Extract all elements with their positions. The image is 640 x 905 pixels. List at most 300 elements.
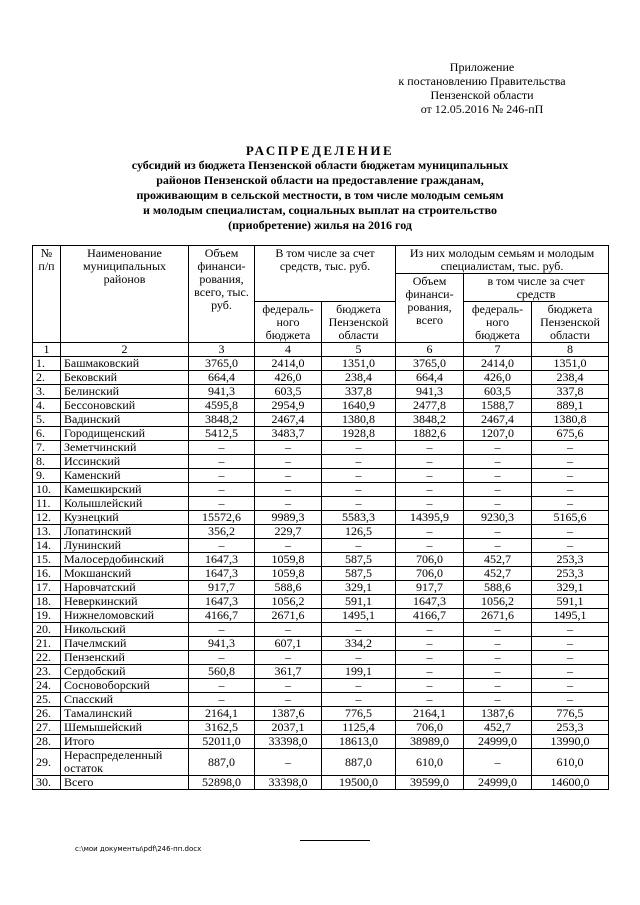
table-row (33, 581, 609, 595)
district-name: Малосердобинский (61, 553, 189, 567)
amount-cell: 887,0 (322, 749, 396, 776)
header-including: В том числе за счет средств, тыс. руб. (255, 246, 396, 302)
amount-cell: – (532, 469, 609, 483)
amount-cell: 706,0 (396, 553, 464, 567)
amount-cell: 776,5 (322, 707, 396, 721)
amount-cell: – (464, 665, 532, 679)
amount-cell: 588,6 (464, 581, 532, 595)
table-row (33, 735, 609, 749)
annex-line: Приложение (449, 60, 515, 74)
table-row (33, 539, 609, 553)
amount-cell: 664,4 (189, 371, 255, 385)
amount-cell: 2164,1 (396, 707, 464, 721)
amount-cell: – (255, 539, 322, 553)
amount-cell: 607,1 (255, 637, 322, 651)
amount-cell: – (396, 525, 464, 539)
subtitle-line: (приобретение) жилья на 2016 год (228, 218, 412, 232)
amount-cell: 1380,8 (532, 413, 609, 427)
amount-cell: – (189, 497, 255, 511)
amount-cell: – (532, 693, 609, 707)
amount-cell: 15572,6 (189, 511, 255, 525)
column-number: 5 (322, 343, 396, 357)
amount-cell: – (255, 623, 322, 637)
column-number-row (33, 343, 609, 357)
amount-cell: 5412,5 (189, 427, 255, 441)
district-name: Нижнеломовский (61, 609, 189, 623)
district-name: Кузнецкий (61, 511, 189, 525)
amount-cell: 1495,1 (532, 609, 609, 623)
table-row (33, 427, 609, 441)
table-row (33, 511, 609, 525)
row-number: 8. (33, 455, 61, 469)
amount-cell: 675,6 (532, 427, 609, 441)
amount-cell: 337,8 (532, 385, 609, 399)
row-number: 2. (33, 371, 61, 385)
amount-cell: – (464, 749, 532, 776)
subtitle-line: районов Пензенской области на предоставление гражданам, (156, 173, 484, 187)
table-row (33, 483, 609, 497)
amount-cell: 2037,1 (255, 721, 322, 735)
amount-cell: – (255, 469, 322, 483)
amount-cell: – (396, 539, 464, 553)
amount-cell: 917,7 (396, 581, 464, 595)
amount-cell: 776,5 (532, 707, 609, 721)
amount-cell: 52011,0 (189, 735, 255, 749)
amount-cell: – (189, 623, 255, 637)
amount-cell: 5165,6 (532, 511, 609, 525)
row-number: 1. (33, 357, 61, 371)
amount-cell: 426,0 (255, 371, 322, 385)
amount-cell: 2671,6 (255, 609, 322, 623)
district-name: Бековский (61, 371, 189, 385)
amount-cell: 917,7 (189, 581, 255, 595)
header-no: № п/п (33, 246, 61, 343)
document-subtitle (100, 158, 540, 233)
header-volume: Объем финанси-рования, всего, тыс. руб. (189, 246, 255, 343)
table-row (33, 385, 609, 399)
amount-cell: – (464, 693, 532, 707)
amount-cell: 1125,4 (322, 721, 396, 735)
amount-cell: 329,1 (322, 581, 396, 595)
row-number: 18. (33, 595, 61, 609)
amount-cell: 3483,7 (255, 427, 322, 441)
column-number: 4 (255, 343, 322, 357)
table-row (33, 637, 609, 651)
amount-cell: – (255, 749, 322, 776)
amount-cell: 452,7 (464, 553, 532, 567)
amount-cell: – (532, 483, 609, 497)
amount-cell: – (189, 455, 255, 469)
amount-cell: 14395,9 (396, 511, 464, 525)
amount-cell: 1387,6 (464, 707, 532, 721)
district-name: Земетчинский (61, 441, 189, 455)
row-number: 15. (33, 553, 61, 567)
amount-cell: 426,0 (464, 371, 532, 385)
file-path: c:\мои документы\pdf\246-пп.docx (75, 845, 202, 853)
district-name: Спасский (61, 693, 189, 707)
district-name: Бессоновский (61, 399, 189, 413)
amount-cell: – (189, 693, 255, 707)
row-number: 27. (33, 721, 61, 735)
amount-cell: 5583,3 (322, 511, 396, 525)
amount-cell: 4166,7 (189, 609, 255, 623)
district-name: Шемышейский (61, 721, 189, 735)
amount-cell: 199,1 (322, 665, 396, 679)
amount-cell: 238,4 (532, 371, 609, 385)
amount-cell: – (396, 679, 464, 693)
district-name: Всего (61, 776, 189, 790)
column-number: 7 (464, 343, 532, 357)
amount-cell: 1647,3 (189, 567, 255, 581)
amount-cell: 603,5 (464, 385, 532, 399)
annex-line: от 12.05.2016 № 246-пП (420, 102, 544, 116)
amount-cell: – (189, 679, 255, 693)
amount-cell: 1207,0 (464, 427, 532, 441)
header-young-volume: Объем финанси-рования, всего (396, 274, 464, 343)
amount-cell: 52898,0 (189, 776, 255, 790)
amount-cell: 603,5 (255, 385, 322, 399)
district-name: Сосновоборский (61, 679, 189, 693)
amount-cell: 253,3 (532, 721, 609, 735)
distribution-table (32, 245, 609, 790)
amount-cell: – (255, 483, 322, 497)
row-number: 22. (33, 651, 61, 665)
amount-cell: 229,7 (255, 525, 322, 539)
amount-cell: – (464, 679, 532, 693)
district-name: Мокшанский (61, 567, 189, 581)
table-row (33, 595, 609, 609)
header-young-regional: бюджета Пензенской области (532, 302, 609, 343)
amount-cell: – (322, 455, 396, 469)
table-row (33, 525, 609, 539)
table-row (33, 413, 609, 427)
district-name: Белинский (61, 385, 189, 399)
header-regional: бюджета Пензенской области (322, 302, 396, 343)
amount-cell: – (396, 469, 464, 483)
annex-line: к постановлению Правительства (398, 74, 566, 88)
amount-cell: 253,3 (532, 567, 609, 581)
amount-cell: – (532, 679, 609, 693)
table-row (33, 441, 609, 455)
amount-cell: 19500,0 (322, 776, 396, 790)
amount-cell: 588,6 (255, 581, 322, 595)
amount-cell: 2467,4 (464, 413, 532, 427)
amount-cell: 14600,0 (532, 776, 609, 790)
amount-cell: – (464, 455, 532, 469)
amount-cell: 706,0 (396, 721, 464, 735)
table-row (33, 707, 609, 721)
amount-cell: 3765,0 (189, 357, 255, 371)
amount-cell: – (464, 637, 532, 651)
amount-cell: – (464, 623, 532, 637)
amount-cell: 1056,2 (255, 595, 322, 609)
amount-cell: 889,1 (532, 399, 609, 413)
amount-cell: 1059,8 (255, 567, 322, 581)
amount-cell: – (255, 497, 322, 511)
amount-cell: – (189, 441, 255, 455)
column-number: 3 (189, 343, 255, 357)
row-number: 26. (33, 707, 61, 721)
amount-cell: 587,5 (322, 553, 396, 567)
district-name: Лунинский (61, 539, 189, 553)
amount-cell: 887,0 (189, 749, 255, 776)
subtitle-line: и молодым специалистам, социальных выплат на строительство (143, 203, 497, 217)
amount-cell: – (322, 497, 396, 511)
amount-cell: – (464, 525, 532, 539)
row-number: 13. (33, 525, 61, 539)
subtitle-line: проживающим в сельской местности, в том числе молодым семьям (136, 188, 504, 202)
table-row (33, 721, 609, 735)
row-number: 12. (33, 511, 61, 525)
amount-cell: 9230,3 (464, 511, 532, 525)
row-number: 10. (33, 483, 61, 497)
row-number: 29. (33, 749, 61, 776)
amount-cell: – (322, 469, 396, 483)
amount-cell: – (396, 497, 464, 511)
amount-cell: – (532, 455, 609, 469)
amount-cell: – (189, 651, 255, 665)
amount-cell: – (189, 469, 255, 483)
amount-cell: – (396, 665, 464, 679)
amount-cell: – (464, 497, 532, 511)
table-row (33, 567, 609, 581)
amount-cell: – (532, 637, 609, 651)
column-number: 2 (61, 343, 189, 357)
column-number: 8 (532, 343, 609, 357)
row-number: 3. (33, 385, 61, 399)
amount-cell: – (255, 441, 322, 455)
amount-cell: – (322, 679, 396, 693)
amount-cell: – (189, 483, 255, 497)
table-row (33, 776, 609, 790)
amount-cell: 2414,0 (464, 357, 532, 371)
district-name: Неверкинский (61, 595, 189, 609)
district-name: Камешкирский (61, 483, 189, 497)
amount-cell: 1647,3 (189, 553, 255, 567)
amount-cell: – (396, 651, 464, 665)
table-row (33, 469, 609, 483)
table-row (33, 679, 609, 693)
amount-cell: – (322, 539, 396, 553)
amount-cell: 2954,9 (255, 399, 322, 413)
amount-cell: 9989,3 (255, 511, 322, 525)
row-number: 9. (33, 469, 61, 483)
row-number: 23. (33, 665, 61, 679)
amount-cell: 329,1 (532, 581, 609, 595)
amount-cell: 13990,0 (532, 735, 609, 749)
amount-cell: – (532, 497, 609, 511)
row-number: 11. (33, 497, 61, 511)
row-number: 30. (33, 776, 61, 790)
amount-cell: – (532, 539, 609, 553)
amount-cell: – (464, 441, 532, 455)
table-row (33, 651, 609, 665)
amount-cell: – (189, 539, 255, 553)
amount-cell: 1056,2 (464, 595, 532, 609)
amount-cell: 337,8 (322, 385, 396, 399)
row-number: 16. (33, 567, 61, 581)
district-name: Наровчатский (61, 581, 189, 595)
amount-cell: – (464, 539, 532, 553)
amount-cell: – (464, 483, 532, 497)
table-row (33, 749, 609, 776)
row-number: 6. (33, 427, 61, 441)
table-row (33, 455, 609, 469)
amount-cell: 591,1 (322, 595, 396, 609)
district-name: Пензенский (61, 651, 189, 665)
row-number: 28. (33, 735, 61, 749)
amount-cell: 941,3 (189, 385, 255, 399)
amount-cell: 1588,7 (464, 399, 532, 413)
amount-cell: 3162,5 (189, 721, 255, 735)
row-number: 5. (33, 413, 61, 427)
amount-cell: 1640,9 (322, 399, 396, 413)
document-title: РАСПРЕДЕЛЕНИЕ (245, 143, 395, 158)
column-number: 1 (33, 343, 61, 357)
amount-cell: – (322, 651, 396, 665)
amount-cell: 33398,0 (255, 776, 322, 790)
row-number: 21. (33, 637, 61, 651)
header-name: Наименование муниципальных районов (61, 246, 189, 343)
table-row (33, 357, 609, 371)
table-row (33, 665, 609, 679)
amount-cell: – (532, 623, 609, 637)
amount-cell: 238,4 (322, 371, 396, 385)
amount-cell: – (464, 469, 532, 483)
amount-cell: 587,5 (322, 567, 396, 581)
amount-cell: 24999,0 (464, 735, 532, 749)
column-number: 6 (396, 343, 464, 357)
table-row (33, 609, 609, 623)
amount-cell: 1059,8 (255, 553, 322, 567)
district-name: Тамалинский (61, 707, 189, 721)
district-name: Каменский (61, 469, 189, 483)
amount-cell: 38989,0 (396, 735, 464, 749)
amount-cell: 1351,0 (532, 357, 609, 371)
table-row (33, 399, 609, 413)
amount-cell: – (396, 441, 464, 455)
amount-cell: – (396, 637, 464, 651)
district-name: Городищенский (61, 427, 189, 441)
amount-cell: 706,0 (396, 567, 464, 581)
amount-cell: 126,5 (322, 525, 396, 539)
amount-cell: – (322, 441, 396, 455)
district-name: Никольский (61, 623, 189, 637)
district-name: Башмаковский (61, 357, 189, 371)
amount-cell: 3848,2 (189, 413, 255, 427)
header-young-including: в том числе за счет средств (464, 274, 609, 302)
annex-line: Пензенской области (430, 88, 534, 102)
amount-cell: 1387,6 (255, 707, 322, 721)
amount-cell: 4166,7 (396, 609, 464, 623)
amount-cell: 610,0 (532, 749, 609, 776)
amount-cell: – (255, 693, 322, 707)
district-name: Нераспределенный остаток (61, 749, 189, 776)
amount-cell: 4595,8 (189, 399, 255, 413)
amount-cell: – (396, 693, 464, 707)
amount-cell: 1647,3 (396, 595, 464, 609)
amount-cell: 2414,0 (255, 357, 322, 371)
amount-cell: 18613,0 (322, 735, 396, 749)
table-row (33, 693, 609, 707)
amount-cell: 941,3 (189, 637, 255, 651)
amount-cell: 452,7 (464, 721, 532, 735)
header-federal: федераль-ного бюджета (255, 302, 322, 343)
table-row (33, 497, 609, 511)
district-name: Итого (61, 735, 189, 749)
district-name: Пачелмский (61, 637, 189, 651)
amount-cell: – (464, 651, 532, 665)
footer-divider (300, 840, 370, 841)
amount-cell: – (532, 665, 609, 679)
amount-cell: – (255, 679, 322, 693)
amount-cell: 664,4 (396, 371, 464, 385)
row-number: 7. (33, 441, 61, 455)
row-number: 17. (33, 581, 61, 595)
row-number: 20. (33, 623, 61, 637)
amount-cell: 39599,0 (396, 776, 464, 790)
amount-cell: 560,8 (189, 665, 255, 679)
amount-cell: – (396, 623, 464, 637)
amount-cell: – (322, 483, 396, 497)
amount-cell: – (396, 483, 464, 497)
amount-cell: 361,7 (255, 665, 322, 679)
table-row (33, 623, 609, 637)
amount-cell: 591,1 (532, 595, 609, 609)
district-name: Лопатинский (61, 525, 189, 539)
amount-cell: 24999,0 (464, 776, 532, 790)
amount-cell: – (322, 623, 396, 637)
table-row (33, 371, 609, 385)
amount-cell: 3765,0 (396, 357, 464, 371)
amount-cell: 2467,4 (255, 413, 322, 427)
district-name: Сердобский (61, 665, 189, 679)
amount-cell: – (532, 651, 609, 665)
amount-cell: 941,3 (396, 385, 464, 399)
subtitle-line: субсидий из бюджета Пензенской области бюджетам муниципальных (131, 158, 509, 172)
amount-cell: – (255, 455, 322, 469)
header-young: Из них молодым семьям и молодым специалистам, тыс. руб. (396, 246, 609, 274)
row-number: 25. (33, 693, 61, 707)
amount-cell: 1495,1 (322, 609, 396, 623)
amount-cell: 1928,8 (322, 427, 396, 441)
row-number: 4. (33, 399, 61, 413)
amount-cell: 334,2 (322, 637, 396, 651)
amount-cell: 452,7 (464, 567, 532, 581)
amount-cell: 2671,6 (464, 609, 532, 623)
row-number: 14. (33, 539, 61, 553)
amount-cell: 356,2 (189, 525, 255, 539)
amount-cell: 1647,3 (189, 595, 255, 609)
annex-block (392, 60, 572, 116)
amount-cell: 1351,0 (322, 357, 396, 371)
amount-cell: – (255, 651, 322, 665)
amount-cell: – (532, 441, 609, 455)
amount-cell: 2477,8 (396, 399, 464, 413)
district-name: Вадинский (61, 413, 189, 427)
amount-cell: 1380,8 (322, 413, 396, 427)
amount-cell: – (322, 693, 396, 707)
amount-cell: 253,3 (532, 553, 609, 567)
amount-cell: – (396, 455, 464, 469)
amount-cell: 2164,1 (189, 707, 255, 721)
table-row (33, 553, 609, 567)
amount-cell: 1882,6 (396, 427, 464, 441)
amount-cell: 3848,2 (396, 413, 464, 427)
amount-cell: 610,0 (396, 749, 464, 776)
amount-cell: – (532, 525, 609, 539)
district-name: Иссинский (61, 455, 189, 469)
